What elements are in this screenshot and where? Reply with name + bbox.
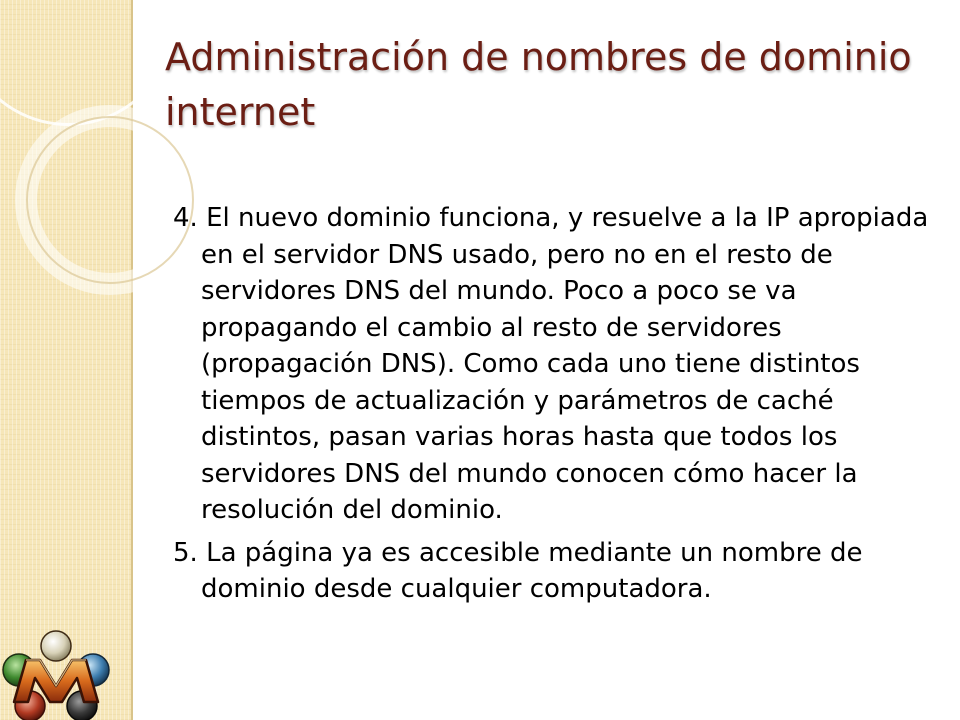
item-text: El nuevo dominio funciona, y resuelve a la IP apropiada en el servidor DNS usado, pero no en el resto de servidores DNS del mundo. Poco a poco se va propagando el cambio al resto de servidores (propagación DNS). Como cada uno tiene distintos tiempos de actualización y parámetros de caché distintos, pasan varias horas hasta que todos los servidores DNS del mundo conocen cómo hacer la resolución del dominio. bbox=[201, 203, 929, 525]
list-item bbox=[173, 200, 933, 529]
item-text: La página ya es accesible mediante un nombre de dominio desde cualquier computadora. bbox=[201, 537, 863, 604]
list-item bbox=[173, 535, 933, 608]
m-emblem-icon bbox=[0, 628, 112, 720]
decorative-ring-inner bbox=[26, 116, 194, 284]
item-number: 4. bbox=[173, 203, 198, 233]
item-number: 5. bbox=[173, 537, 198, 568]
slide-title: Administración de nombres de dominio internet bbox=[165, 35, 912, 134]
slide-body bbox=[173, 200, 933, 608]
